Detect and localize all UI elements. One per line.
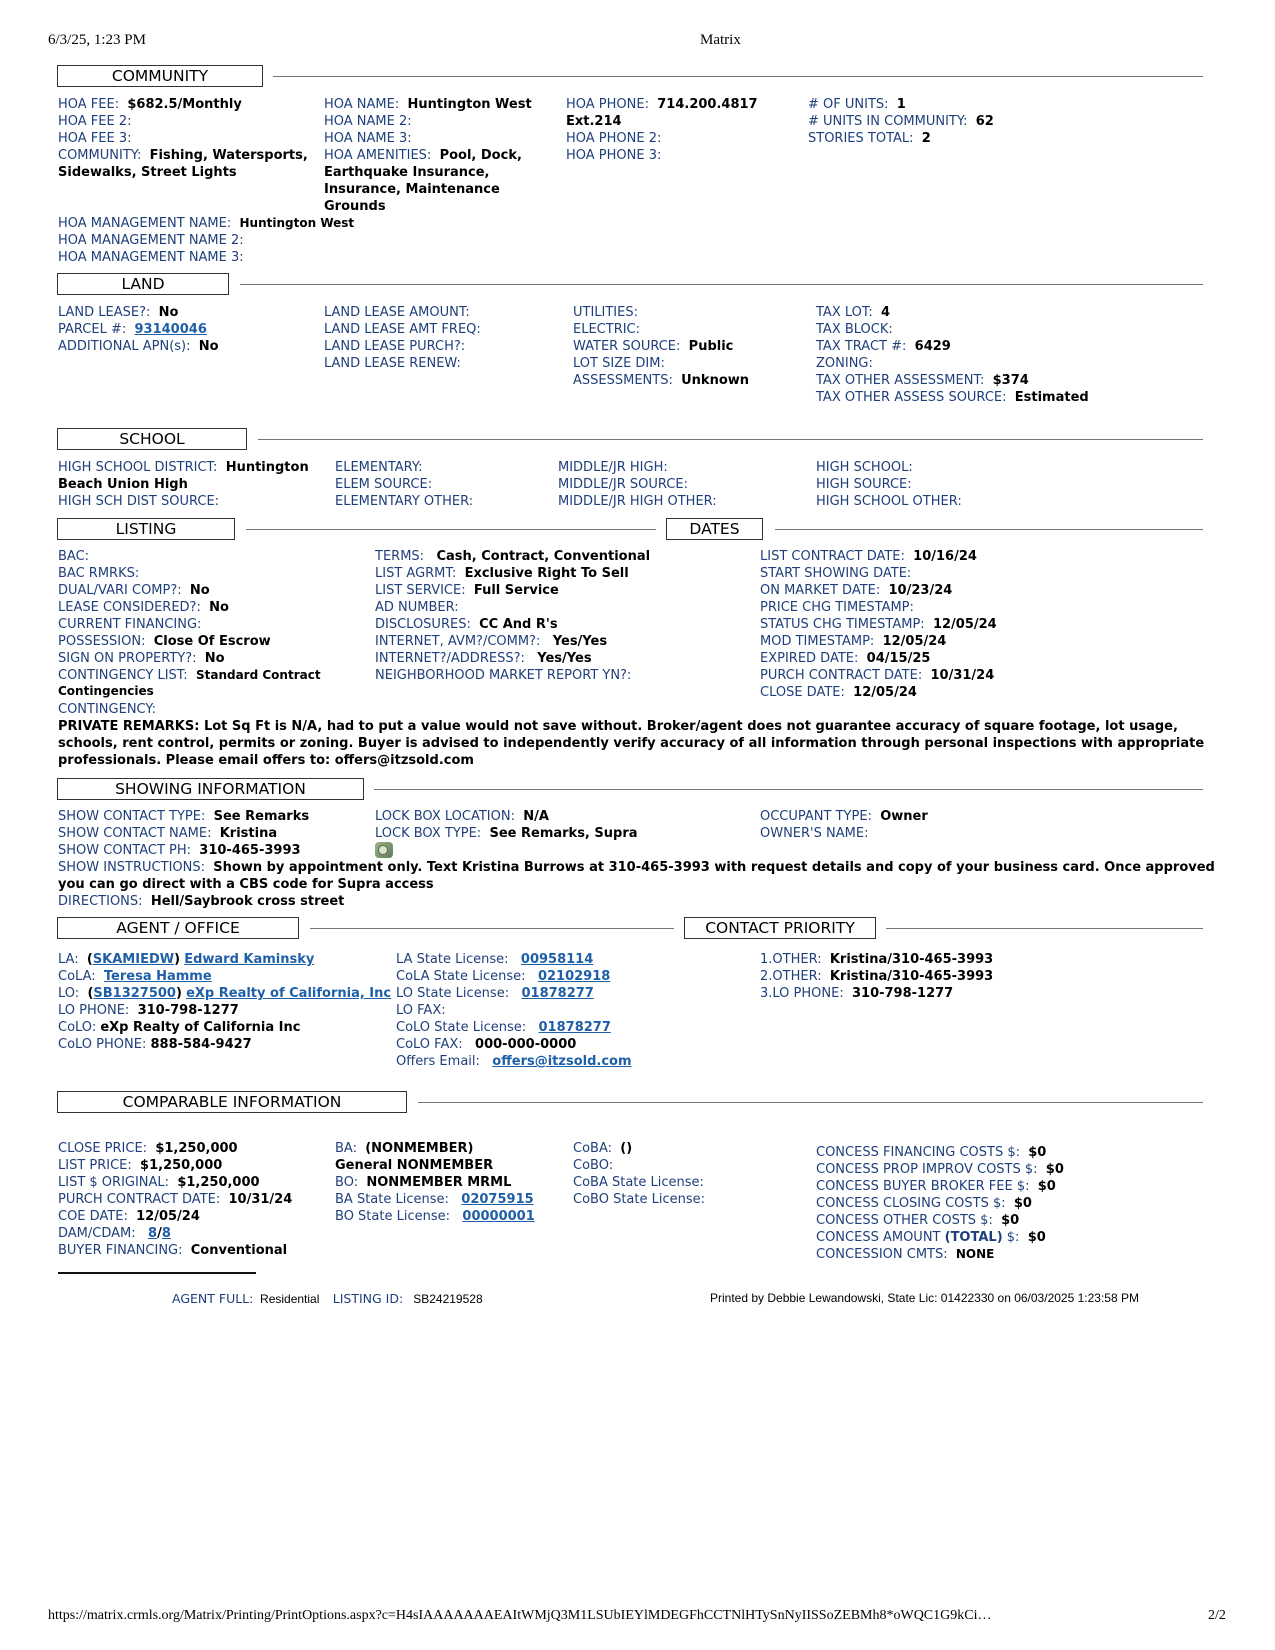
- field-concess-financing: CONCESS FINANCING COSTS $: $0: [816, 1145, 1047, 1160]
- divider: [886, 928, 1203, 929]
- field-hoa-name-3: HOA NAME 3:: [324, 131, 412, 146]
- field-lock-box-type: LOCK BOX TYPE: See Remarks, Supra: [375, 826, 638, 841]
- field-bac: BAC:: [58, 549, 90, 564]
- field-expired-date: EXPIRED DATE: 04/15/25: [760, 651, 931, 666]
- field-hoa-name-2: HOA NAME 2:: [324, 114, 412, 129]
- section-school: SCHOOL: [57, 428, 247, 450]
- field-occupant-type: OCCUPANT TYPE: Owner: [760, 809, 928, 824]
- divider: [310, 928, 674, 929]
- field-cobo-license: CoBO State License:: [573, 1192, 706, 1207]
- la-id-link[interactable]: SKAMIEDW: [92, 952, 175, 967]
- field-community: COMMUNITY: Fishing, Watersports,: [58, 148, 308, 163]
- parcel-link[interactable]: 93140046: [134, 322, 207, 337]
- field-community-cont: Sidewalks, Street Lights: [58, 165, 237, 180]
- field-stories-total: STORIES TOTAL: 2: [808, 131, 931, 146]
- field-hoa-mgmt-name-3: HOA MANAGEMENT NAME 3:: [58, 250, 244, 265]
- field-hoa-fee-2: HOA FEE 2:: [58, 114, 132, 129]
- field-offers-email: Offers Email: offers@itzsold.com: [396, 1054, 632, 1069]
- field-show-contact-name: SHOW CONTACT NAME: Kristina: [58, 826, 278, 841]
- field-mod-timestamp: MOD TIMESTAMP: 12/05/24: [760, 634, 947, 649]
- field-utilities: UTILITIES:: [573, 305, 638, 320]
- print-datetime: 6/3/25, 1:23 PM: [48, 32, 146, 48]
- section-listing: LISTING: [57, 518, 235, 540]
- field-list-price: LIST PRICE: $1,250,000: [58, 1158, 223, 1173]
- field-hoa-phone-2: HOA PHONE 2:: [566, 131, 662, 146]
- field-land-lease-renew: LAND LEASE RENEW:: [324, 356, 461, 371]
- field-list-agrmt: LIST AGRMT: Exclusive Right To Sell: [375, 566, 629, 581]
- field-internet-address: INTERNET?/ADDRESS?: Yes/Yes: [375, 651, 592, 666]
- field-contingency: CONTINGENCY:: [58, 702, 156, 717]
- field-bac-rmrks: BAC RMRKS:: [58, 566, 140, 581]
- field-lot-size-dim: LOT SIZE DIM:: [573, 356, 665, 371]
- footer-printed-by: Printed by Debbie Lewandowski, State Lic: 01422330 on 06/03/2025 1:23:58 PM: [710, 1291, 1139, 1305]
- divider: [246, 529, 656, 530]
- lockbox-icon[interactable]: [375, 842, 393, 858]
- field-possession: POSSESSION: Close Of Escrow: [58, 634, 271, 649]
- field-units-in-community: # UNITS IN COMMUNITY: 62: [808, 114, 994, 129]
- field-dam-cdam: DAM/CDAM: 8/8: [58, 1226, 171, 1241]
- field-lock-box-location: LOCK BOX LOCATION: N/A: [375, 809, 549, 824]
- field-hoa-amenities: HOA AMENITIES: Pool, Dock,: [324, 148, 522, 163]
- field-zoning: ZONING:: [816, 356, 873, 371]
- field-land-lease-amt-freq: LAND LEASE AMT FREQ:: [324, 322, 481, 337]
- footer-rule: [58, 1272, 256, 1274]
- offers-email-link[interactable]: offers@itzsold.com: [492, 1054, 632, 1069]
- field-neighborhood-report: NEIGHBORHOOD MARKET REPORT YN?:: [375, 668, 632, 683]
- field-dual-vari: DUAL/VARI COMP?: No: [58, 583, 210, 598]
- divider: [258, 439, 1203, 440]
- field-concess-closing: CONCESS CLOSING COSTS $: $0: [816, 1196, 1032, 1211]
- divider: [418, 1102, 1203, 1103]
- field-hoa-fee: HOA FEE: $682.5/Monthly: [58, 97, 242, 112]
- field-high-source: HIGH SOURCE:: [816, 477, 912, 492]
- bo-license-link[interactable]: 00000001: [462, 1209, 535, 1224]
- field-tax-block: TAX BLOCK:: [816, 322, 893, 337]
- field-current-financing: CURRENT FINANCING:: [58, 617, 202, 632]
- field-hoa-phone-ext: Ext.214: [566, 114, 622, 129]
- print-title: Matrix: [700, 32, 741, 48]
- field-additional-apn: ADDITIONAL APN(s): No: [58, 339, 219, 354]
- field-contact-lo-phone: 3.LO PHONE: 310-798-1277: [760, 986, 954, 1001]
- field-tax-other-assess-source: TAX OTHER ASSESS SOURCE: Estimated: [816, 390, 1089, 405]
- field-lease-considered: LEASE CONSIDERED?: No: [58, 600, 229, 615]
- la-name-link[interactable]: Edward Kaminsky: [184, 952, 315, 967]
- field-comp-purch-contract: PURCH CONTRACT DATE: 10/31/24: [58, 1192, 293, 1207]
- field-hoa-phone: HOA PHONE: 714.200.4817: [566, 97, 758, 112]
- field-hoa-mgmt-name: HOA MANAGEMENT NAME: Huntington West: [58, 216, 355, 231]
- field-water-source: WATER SOURCE: Public: [573, 339, 734, 354]
- field-cola: CoLA: Teresa Hamme: [58, 969, 212, 984]
- field-status-chg: STATUS CHG TIMESTAMP: 12/05/24: [760, 617, 997, 632]
- cdam-link[interactable]: 8: [161, 1226, 171, 1241]
- field-lo-phone: LO PHONE: 310-798-1277: [58, 1003, 239, 1018]
- field-hoa-mgmt-name-2: HOA MANAGEMENT NAME 2:: [58, 233, 244, 248]
- field-contact-other-1: 1.OTHER: Kristina/310-465-3993: [760, 952, 994, 967]
- section-community: COMMUNITY: [57, 65, 263, 87]
- field-hoa-phone-3: HOA PHONE 3:: [566, 148, 662, 163]
- divider: [775, 529, 1203, 530]
- field-price-chg: PRICE CHG TIMESTAMP:: [760, 600, 914, 615]
- field-tax-other-assessment: TAX OTHER ASSESSMENT: $374: [816, 373, 1029, 388]
- field-on-market-date: ON MARKET DATE: 10/23/24: [760, 583, 953, 598]
- field-units: # OF UNITS: 1: [808, 97, 906, 112]
- field-hs-district-cont: Beach Union High: [58, 477, 188, 492]
- field-high-other: HIGH SCHOOL OTHER:: [816, 494, 962, 509]
- field-tax-tract: TAX TRACT #: 6429: [816, 339, 951, 354]
- field-elem-source: ELEM SOURCE:: [335, 477, 433, 492]
- field-ba-cont: General NONMEMBER: [335, 1158, 494, 1173]
- print-url: https://matrix.crmls.org/Matrix/Printing/PrintOptions.aspx?c=H4sIAAAAAAAEAItWMjQ3M1LSUbIEYlMDEGFhCCTNlHTySnNyIISSoZEBMh8*oWQC1G9kCi…: [48, 1608, 992, 1623]
- field-contingency-list: CONTINGENCY LIST: Standard Contract: [58, 668, 321, 683]
- field-land-lease-purch: LAND LEASE PURCH?:: [324, 339, 466, 354]
- section-dates: DATES: [666, 518, 763, 540]
- ba-license-link[interactable]: 02075915: [461, 1192, 534, 1207]
- field-colo: CoLO: eXp Realty of California Inc: [58, 1020, 301, 1035]
- divider: [273, 76, 1203, 77]
- colo-license-link[interactable]: 01878277: [538, 1020, 611, 1035]
- field-colo-phone: CoLO PHONE: 888-584-9427: [58, 1037, 252, 1052]
- field-hoa-amenities-cont: Grounds: [324, 199, 386, 214]
- field-list-original: LIST $ ORIGINAL: $1,250,000: [58, 1175, 260, 1190]
- field-terms: TERMS: Cash, Contract, Conventional: [375, 549, 651, 564]
- field-cobo: CoBO:: [573, 1158, 614, 1173]
- field-concess-buyer-broker: CONCESS BUYER BROKER FEE $: $0: [816, 1179, 1056, 1194]
- field-bo: BO: NONMEMBER MRML: [335, 1175, 512, 1190]
- lo-license-link[interactable]: 01878277: [521, 986, 594, 1001]
- cola-license-link[interactable]: 02102918: [537, 969, 611, 984]
- field-close-date: CLOSE DATE: 12/05/24: [760, 685, 917, 700]
- field-land-lease: LAND LEASE?: No: [58, 305, 179, 320]
- field-coba-license: CoBA State License:: [573, 1175, 704, 1190]
- divider: [374, 789, 1203, 790]
- field-elementary-other: ELEMENTARY OTHER:: [335, 494, 474, 509]
- field-concess-amount: CONCESS AMOUNT (TOTAL) $: $0: [816, 1230, 1046, 1245]
- field-list-contract-date: LIST CONTRACT DATE: 10/16/24: [760, 549, 977, 564]
- dam-link[interactable]: 8: [148, 1226, 158, 1241]
- page-number: 2/2: [1208, 1608, 1226, 1623]
- field-hs-dist-source: HIGH SCH DIST SOURCE:: [58, 494, 220, 509]
- field-show-contact-type: SHOW CONTACT TYPE: See Remarks: [58, 809, 310, 824]
- field-purch-contract-date: PURCH CONTRACT DATE: 10/31/24: [760, 668, 995, 683]
- field-elementary: ELEMENTARY:: [335, 460, 423, 475]
- field-coe-date: COE DATE: 12/05/24: [58, 1209, 200, 1224]
- field-parcel: PARCEL #: 93140046: [58, 322, 207, 337]
- field-buyer-financing: BUYER FINANCING: Conventional: [58, 1243, 288, 1258]
- field-contact-other-2: 2.OTHER: Kristina/310-465-3993: [760, 969, 994, 984]
- private-remarks: PRIVATE REMARKS: Lot Sq Ft is N/A, had to put a value would not save without. Broker/agent does not guarantee accuracy of square footage, lot usage, schools, rent control, permits or zoning. Buyer is advised to independently verify accuracy of all information through personal inspections with appropriate professionals. Please email offers to: offers@itzsold.com: [58, 719, 1205, 768]
- field-assessments: ASSESSMENTS: Unknown: [573, 373, 750, 388]
- field-la: LA: (SKAMIEDW) Edward Kaminsky: [58, 952, 315, 967]
- field-list-service: LIST SERVICE: Full Service: [375, 583, 559, 598]
- field-bo-license: BO State License: 00000001: [335, 1209, 535, 1224]
- field-hoa-name: HOA NAME: Huntington West: [324, 97, 532, 112]
- field-show-instructions: SHOW INSTRUCTIONS: Shown by appointment only. Text Kristina Burrows at 310-465-3993 with request details and copy of your business card. Once approved you can go direct with a CBS code for Supra access: [58, 860, 1215, 892]
- field-hoa-fee-3: HOA FEE 3:: [58, 131, 132, 146]
- field-ba: BA: (NONMEMBER): [335, 1141, 474, 1156]
- field-lo-fax: LO FAX:: [396, 1003, 446, 1018]
- field-colo-license: CoLO State License: 01878277: [396, 1020, 611, 1035]
- section-agent-office: AGENT / OFFICE: [57, 917, 299, 939]
- field-la-license: LA State License: 00958114: [396, 952, 594, 967]
- field-land-lease-amount: LAND LEASE AMOUNT:: [324, 305, 470, 320]
- field-hs-district: HIGH SCHOOL DISTRICT: Huntington: [58, 460, 309, 475]
- footer-agent-listing: AGENT FULL: Residential LISTING ID: SB24219528: [172, 1291, 483, 1306]
- field-hoa-amenities-cont: Earthquake Insurance,: [324, 165, 490, 180]
- field-cola-license: CoLA State License: 02102918: [396, 969, 611, 984]
- divider: [240, 284, 1203, 285]
- field-lo: LO: (SB1327500) eXp Realty of California, Inc: [58, 986, 392, 1001]
- la-license-link[interactable]: 00958114: [520, 952, 594, 967]
- lo-id-link[interactable]: SB1327500: [93, 986, 176, 1001]
- field-show-contact-ph: SHOW CONTACT PH: 310-465-3993: [58, 843, 301, 858]
- field-electric: ELECTRIC:: [573, 322, 641, 337]
- field-directions: DIRECTIONS: Hell/Saybrook cross street: [58, 894, 345, 909]
- cola-name-link[interactable]: Teresa Hamme: [103, 969, 212, 984]
- section-showing: SHOWING INFORMATION: [57, 778, 364, 800]
- field-concess-prop-improv: CONCESS PROP IMPROV COSTS $: $0: [816, 1162, 1064, 1177]
- section-land: LAND: [57, 273, 229, 295]
- field-middle-other: MIDDLE/JR HIGH OTHER:: [558, 494, 717, 509]
- field-internet-avm: INTERNET, AVM?/COMM?: Yes/Yes: [375, 634, 608, 649]
- field-coba: CoBA: (): [573, 1141, 633, 1156]
- field-ad-number: AD NUMBER:: [375, 600, 459, 615]
- field-close-price: CLOSE PRICE: $1,250,000: [58, 1141, 238, 1156]
- field-disclosures: DISCLOSURES: CC And R's: [375, 617, 558, 632]
- field-start-showing-date: START SHOWING DATE:: [760, 566, 912, 581]
- section-contact-priority: CONTACT PRIORITY: [684, 917, 876, 939]
- field-concess-other: CONCESS OTHER COSTS $: $0: [816, 1213, 1020, 1228]
- field-high-school: HIGH SCHOOL:: [816, 460, 913, 475]
- field-middle: MIDDLE/JR HIGH:: [558, 460, 668, 475]
- field-tax-lot: TAX LOT: 4: [816, 305, 891, 320]
- field-contingency-list-cont: Contingencies: [58, 684, 154, 698]
- field-hoa-amenities-cont: Insurance, Maintenance: [324, 182, 500, 197]
- field-ba-license: BA State License: 02075915: [335, 1192, 534, 1207]
- field-colo-fax: CoLO FAX: 000-000-0000: [396, 1037, 577, 1052]
- field-lo-license: LO State License: 01878277: [396, 986, 594, 1001]
- field-owners-name: OWNER'S NAME:: [760, 826, 869, 841]
- field-concession-cmts: CONCESSION CMTS: NONE: [816, 1247, 995, 1262]
- lo-name-link[interactable]: eXp Realty of California, Inc: [186, 986, 392, 1001]
- section-comparable: COMPARABLE INFORMATION: [57, 1091, 407, 1113]
- field-middle-source: MIDDLE/JR SOURCE:: [558, 477, 688, 492]
- field-sign-on-property: SIGN ON PROPERTY?: No: [58, 651, 225, 666]
